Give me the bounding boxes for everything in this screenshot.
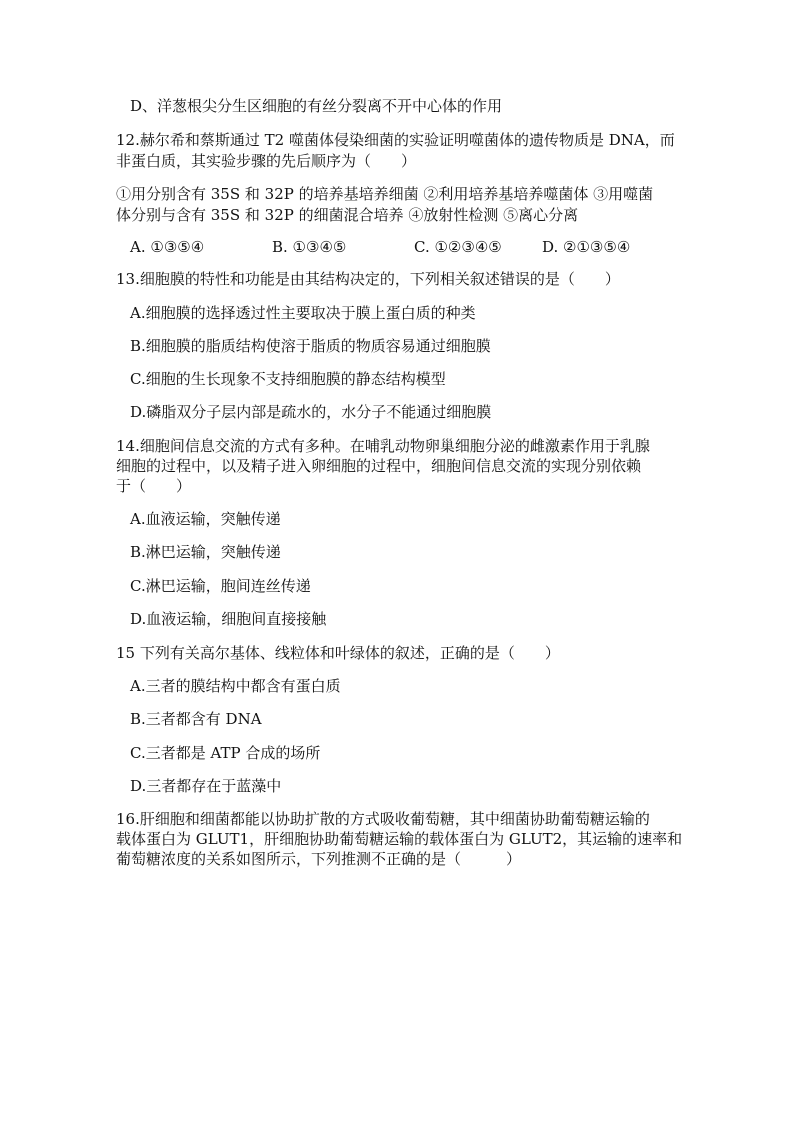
q15-option-c: C.三者都是 ATP 合成的场所 [130, 744, 321, 762]
q15-option-d: D.三者都存在于蓝藻中 [130, 777, 282, 795]
q12-option-c: C. ①②③④⑤ [414, 238, 502, 256]
q15-option-a: A.三者的膜结构中都含有蛋白质 [130, 677, 341, 695]
q14-option-a: A.血液运输，突触传递 [130, 510, 281, 528]
q15-option-b: B.三者都含有 DNA [130, 710, 262, 728]
q14-option-c: C.淋巴运输，胞间连丝传递 [130, 577, 311, 595]
q16-stem-line-1: 16.肝细胞和细菌都能以协助扩散的方式吸收葡萄糖，其中细菌协助葡萄糖运输的 [116, 810, 650, 828]
q13-option-b: B.细胞膜的脂质结构使溶于脂质的物质容易通过细胞膜 [130, 337, 491, 355]
q16-stem-line-3: 葡萄糖浓度的关系如图所示，下列推测不正确的是（ ） [116, 850, 522, 868]
q14-stem-line-3: 于（ ） [116, 477, 192, 495]
q12-option-b: B. ①③④⑤ [272, 238, 347, 256]
q13-stem: 13.细胞膜的特性和功能是由其结构决定的，下列相关叙述错误的是（ ） [116, 270, 620, 288]
q12-steps-line-2: 体分别与含有 35S 和 32P 的细菌混合培养 ④放射性检测 ⑤离心分离 [116, 206, 579, 224]
q15-stem: 15 下列有关高尔基体、线粒体和叶绿体的叙述，正确的是（ ） [116, 644, 560, 662]
q12-options [130, 237, 630, 257]
q13-option-a: A.细胞膜的选择透过性主要取决于膜上蛋白质的种类 [130, 304, 476, 322]
q14-stem-line-2: 细胞的过程中，以及精子进入卵细胞的过程中，细胞间信息交流的实现分别依赖 [116, 457, 642, 475]
q13-option-c: C.细胞的生长现象不支持细胞膜的静态结构模型 [130, 370, 446, 388]
q13-option-d: D.磷脂双分子层内部是疏水的，水分子不能通过细胞膜 [130, 403, 492, 421]
q12-stem-line-2: 非蛋白质，其实验步骤的先后顺序为（ ） [116, 152, 417, 170]
q12-steps-line-1: ①用分别含有 35S 和 32P 的培养基培养细菌 ②利用培养基培养噬菌体 ③用噬菌 [116, 185, 654, 203]
q16-stem-line-2: 载体蛋白为 GLUT1，肝细胞协助葡萄糖运输的载体蛋白为 GLUT2，其运输的速率和 [116, 830, 683, 848]
q12-stem-line-1: 12.赫尔希和蔡斯通过 T2 噬菌体侵染细菌的实验证明噬菌体的遗传物质是 DNA，而 [116, 131, 675, 149]
q14-stem-line-1: 14.细胞间信息交流的方式有多种。在哺乳动物卵巢细胞分泌的雌激素作用于乳腺 [116, 437, 650, 455]
q11-option-d: D、洋葱根尖分生区细胞的有丝分裂离不开中心体的作用 [130, 97, 503, 115]
q12-option-a: A. ①③⑤④ [130, 238, 205, 256]
q12-option-d: D. ②①③⑤④ [542, 238, 631, 256]
q14-option-b: B.淋巴运输，突触传递 [130, 543, 281, 561]
q14-option-d: D.血液运输，细胞间直接接触 [130, 610, 327, 628]
